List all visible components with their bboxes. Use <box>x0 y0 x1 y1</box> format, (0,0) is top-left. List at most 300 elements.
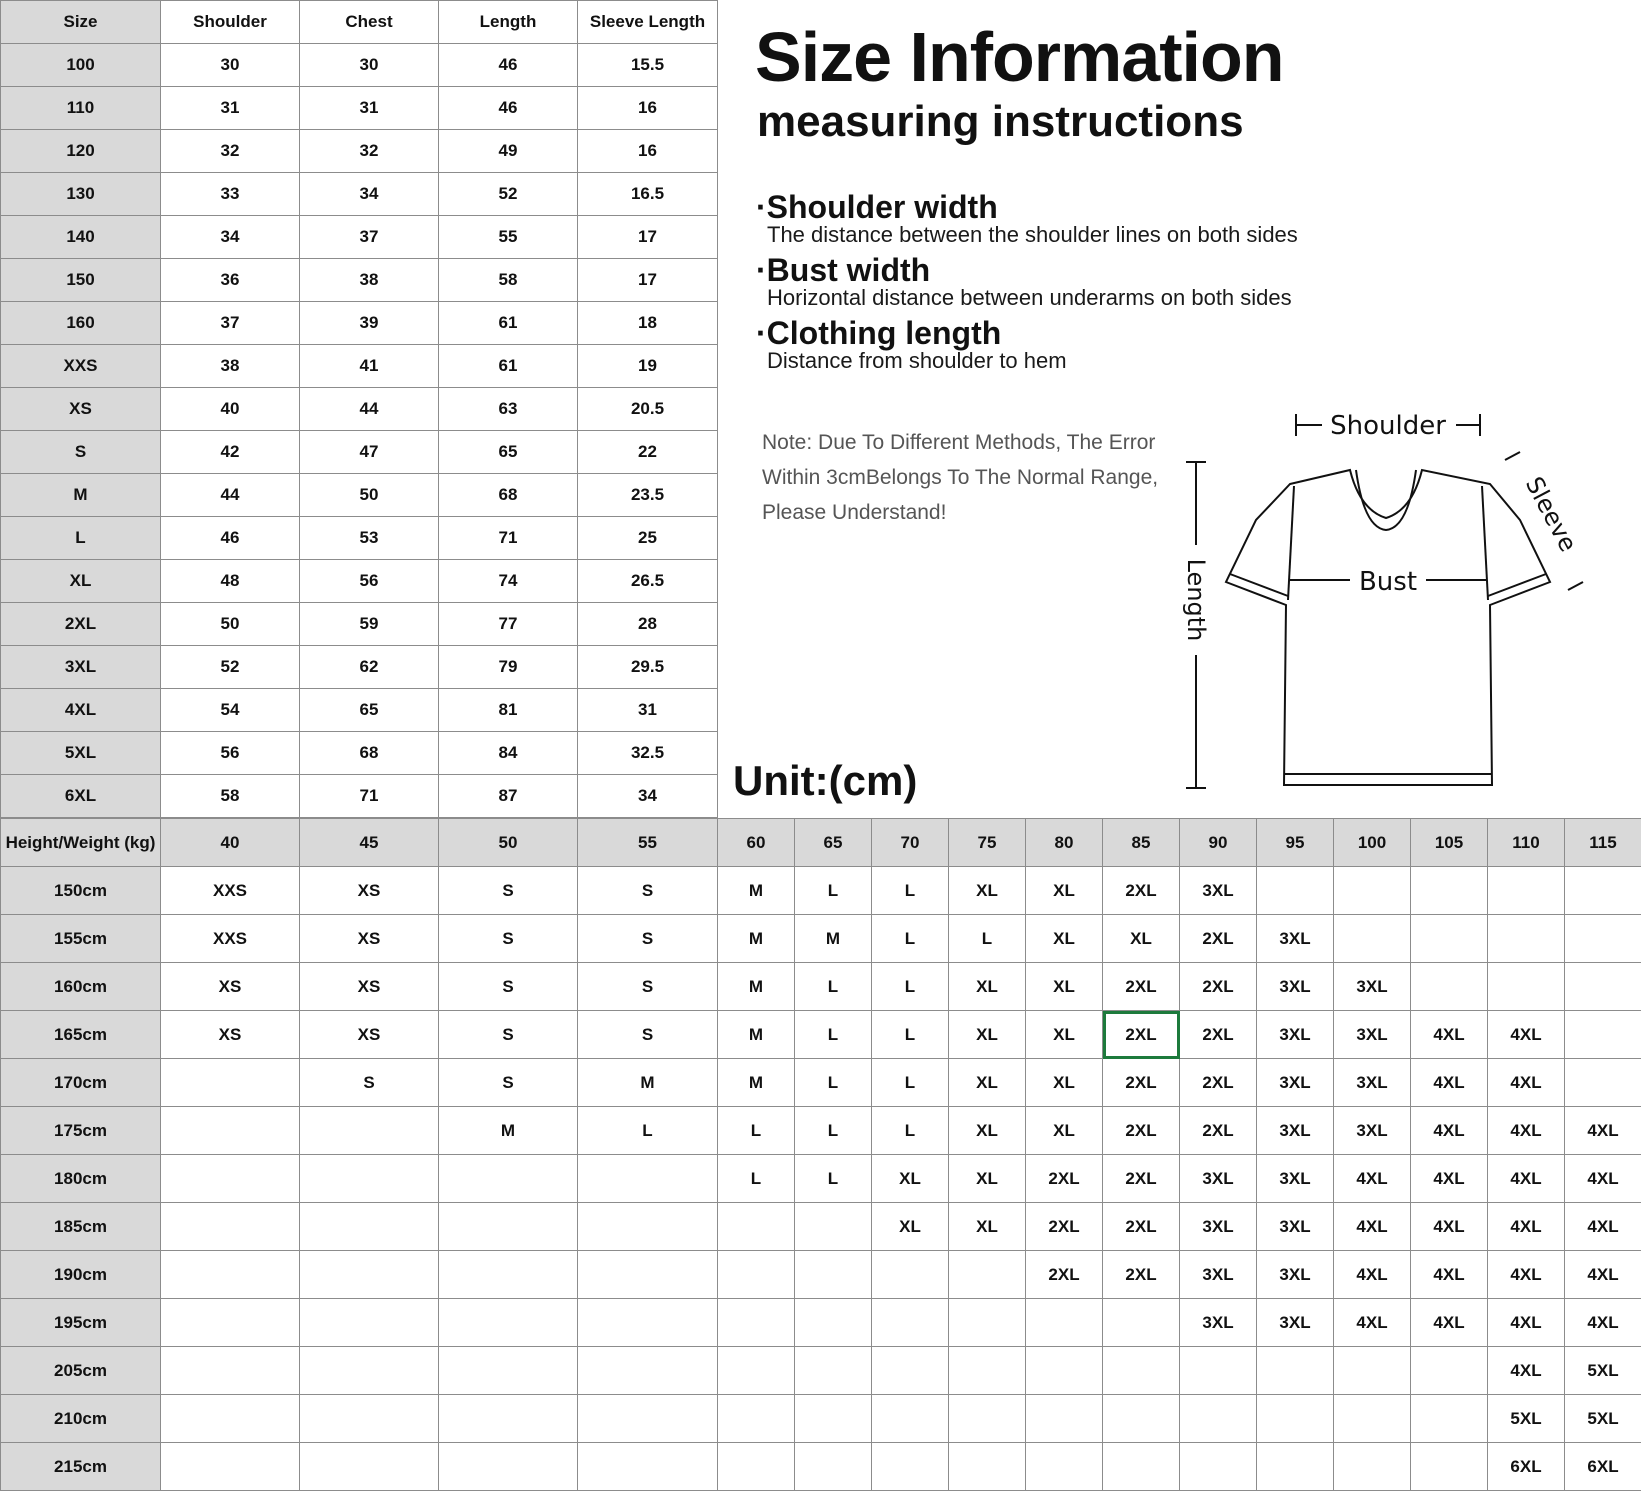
fit-table-row <box>1 1155 1641 1203</box>
size-cell <box>300 1107 439 1155</box>
size-cell: XL <box>1026 867 1103 915</box>
size-cell <box>578 1443 718 1491</box>
size-cell: 2XL <box>1103 963 1180 1011</box>
size-cell: M <box>718 915 795 963</box>
measurement-note <box>762 425 1182 530</box>
measurement-cell: 15.5 <box>578 44 718 87</box>
size-cell <box>1565 867 1641 915</box>
measurement-cell: 37 <box>161 302 300 345</box>
size-table-row <box>1 345 718 388</box>
size-cell: 3XL <box>1257 1107 1334 1155</box>
measurement-cell: 46 <box>161 517 300 560</box>
size-cell <box>161 1107 300 1155</box>
size-cell <box>1026 1347 1103 1395</box>
measurement-cell: 34 <box>578 775 718 818</box>
weight-header: 40 <box>161 819 300 867</box>
measurement-cell: 32.5 <box>578 732 718 775</box>
definition-title-bust: ·Bust width <box>756 254 930 286</box>
size-cell: 4XL <box>1565 1107 1641 1155</box>
measurement-cell: 53 <box>300 517 439 560</box>
size-cell: XL <box>949 867 1026 915</box>
size-cell: 3XL <box>1257 963 1334 1011</box>
measurement-cell: 84 <box>439 732 578 775</box>
size-cell: S <box>578 1011 718 1059</box>
size-table-row <box>1 646 718 689</box>
size-cell: 2XL <box>1180 1059 1257 1107</box>
size-cell: XL <box>949 1107 1026 1155</box>
weight-header: 90 <box>1180 819 1257 867</box>
size-cell: XL <box>872 1155 949 1203</box>
weight-header: 75 <box>949 819 1026 867</box>
size-cell: 4XL <box>1488 1011 1565 1059</box>
size-cell: XXS <box>161 915 300 963</box>
measurement-cell: 56 <box>300 560 439 603</box>
size-cell: L <box>949 915 1026 963</box>
size-cell <box>1180 1443 1257 1491</box>
size-cell <box>1026 1395 1103 1443</box>
size-cell <box>718 1347 795 1395</box>
size-cell <box>795 1443 872 1491</box>
size-cell <box>1565 1011 1641 1059</box>
height-label-cell: 185cm <box>1 1203 161 1251</box>
size-table-header-row <box>1 1 718 44</box>
column-header: Chest <box>300 1 439 44</box>
fit-table-row <box>1 1203 1641 1251</box>
size-cell: 4XL <box>1565 1203 1641 1251</box>
measurement-cell: 36 <box>161 259 300 302</box>
measurement-cell: 32 <box>161 130 300 173</box>
size-cell: 4XL <box>1411 1107 1488 1155</box>
size-cell: M <box>718 1059 795 1107</box>
size-cell: L <box>795 1059 872 1107</box>
measurement-cell: 41 <box>300 345 439 388</box>
size-cell <box>872 1347 949 1395</box>
size-cell <box>161 1251 300 1299</box>
size-cell: 2XL <box>1180 1011 1257 1059</box>
size-cell: 5XL <box>1488 1395 1565 1443</box>
size-table-row <box>1 173 718 216</box>
fit-table-row <box>1 1443 1641 1491</box>
size-cell: M <box>578 1059 718 1107</box>
size-cell <box>161 1155 300 1203</box>
size-cell <box>161 1443 300 1491</box>
size-table-row <box>1 87 718 130</box>
size-cell <box>439 1155 578 1203</box>
size-table-row <box>1 388 718 431</box>
measurement-cell: 87 <box>439 775 578 818</box>
size-label-cell: 3XL <box>1 646 161 689</box>
size-cell: L <box>872 915 949 963</box>
measurement-cell: 61 <box>439 345 578 388</box>
column-header: Shoulder <box>161 1 300 44</box>
measurement-cell: 68 <box>300 732 439 775</box>
weight-header: 105 <box>1411 819 1488 867</box>
size-cell: L <box>872 1107 949 1155</box>
measurement-cell: 18 <box>578 302 718 345</box>
size-cell: XL <box>949 963 1026 1011</box>
measurement-cell: 62 <box>300 646 439 689</box>
size-cell: 6XL <box>1565 1443 1641 1491</box>
column-header: Sleeve Length <box>578 1 718 44</box>
size-cell: 4XL <box>1488 1251 1565 1299</box>
measurement-cell: 47 <box>300 431 439 474</box>
fit-table-row <box>1 1395 1641 1443</box>
measurement-cell: 48 <box>161 560 300 603</box>
size-cell: 4XL <box>1334 1251 1411 1299</box>
size-cell: XL <box>949 1011 1026 1059</box>
size-cell: 4XL <box>1488 1299 1565 1347</box>
size-cell <box>1257 1347 1334 1395</box>
size-cell <box>1411 963 1488 1011</box>
size-cell <box>161 1395 300 1443</box>
size-cell: XL <box>1103 915 1180 963</box>
size-cell <box>1257 1395 1334 1443</box>
weight-header: 110 <box>1488 819 1565 867</box>
size-cell: 6XL <box>1488 1443 1565 1491</box>
size-cell: L <box>578 1107 718 1155</box>
size-cell <box>872 1395 949 1443</box>
size-cell <box>795 1347 872 1395</box>
size-cell: 4XL <box>1334 1155 1411 1203</box>
measurement-cell: 44 <box>300 388 439 431</box>
measurement-cell: 58 <box>439 259 578 302</box>
measurement-cell: 71 <box>300 775 439 818</box>
size-cell: 4XL <box>1411 1251 1488 1299</box>
size-cell <box>718 1443 795 1491</box>
size-cell <box>300 1155 439 1203</box>
measurement-cell: 16.5 <box>578 173 718 216</box>
fit-table-row <box>1 1299 1641 1347</box>
size-cell: XL <box>1026 963 1103 1011</box>
size-cell <box>872 1443 949 1491</box>
fit-table-row <box>1 963 1641 1011</box>
height-weight-fit-table <box>0 818 1641 1491</box>
size-cell: 3XL <box>1257 1155 1334 1203</box>
weight-header: 45 <box>300 819 439 867</box>
size-cell <box>161 1347 300 1395</box>
size-cell <box>300 1251 439 1299</box>
size-cell <box>578 1299 718 1347</box>
fit-table-row <box>1 867 1641 915</box>
size-cell <box>949 1443 1026 1491</box>
size-cell: 2XL <box>1103 867 1180 915</box>
weight-header: 85 <box>1103 819 1180 867</box>
size-cell <box>1411 1395 1488 1443</box>
measurement-cell: 81 <box>439 689 578 732</box>
size-cell: L <box>872 1059 949 1107</box>
size-table-row <box>1 431 718 474</box>
size-cell: 4XL <box>1565 1299 1641 1347</box>
size-label-cell: 2XL <box>1 603 161 646</box>
size-label-cell: XL <box>1 560 161 603</box>
size-cell <box>1103 1395 1180 1443</box>
measurement-cell: 44 <box>161 474 300 517</box>
size-cell: 2XL <box>1103 1203 1180 1251</box>
size-cell <box>1257 1443 1334 1491</box>
size-table-row <box>1 732 718 775</box>
measurement-cell: 34 <box>161 216 300 259</box>
size-cell: 3XL <box>1180 1155 1257 1203</box>
size-cell: S <box>578 867 718 915</box>
size-cell <box>1180 1347 1257 1395</box>
size-cell <box>718 1299 795 1347</box>
size-table-row <box>1 689 718 732</box>
size-cell: 3XL <box>1180 1299 1257 1347</box>
size-label-cell: 6XL <box>1 775 161 818</box>
size-table-row <box>1 130 718 173</box>
height-label-cell: 160cm <box>1 963 161 1011</box>
weight-header: 55 <box>578 819 718 867</box>
measurement-cell: 31 <box>578 689 718 732</box>
size-cell <box>161 1203 300 1251</box>
height-label-cell: 195cm <box>1 1299 161 1347</box>
measurement-cell: 54 <box>161 689 300 732</box>
size-cell <box>439 1443 578 1491</box>
weight-header: 115 <box>1565 819 1641 867</box>
size-cell: 3XL <box>1180 1203 1257 1251</box>
size-cell <box>578 1251 718 1299</box>
size-cell <box>795 1251 872 1299</box>
size-cell <box>161 1059 300 1107</box>
size-label-cell: 160 <box>1 302 161 345</box>
size-cell <box>872 1251 949 1299</box>
size-cell: S <box>439 963 578 1011</box>
size-table-row <box>1 517 718 560</box>
measurement-cell: 65 <box>439 431 578 474</box>
size-cell <box>795 1299 872 1347</box>
weight-header: 60 <box>718 819 795 867</box>
weight-header: 95 <box>1257 819 1334 867</box>
size-cell: XS <box>300 963 439 1011</box>
measurement-cell: 74 <box>439 560 578 603</box>
size-cell: L <box>872 867 949 915</box>
size-cell: XS <box>300 915 439 963</box>
weight-header: 100 <box>1334 819 1411 867</box>
size-label-cell: L <box>1 517 161 560</box>
measurement-cell: 32 <box>300 130 439 173</box>
size-cell <box>1334 1347 1411 1395</box>
fit-table-row <box>1 1107 1641 1155</box>
size-cell: 5XL <box>1565 1347 1641 1395</box>
weight-header: 65 <box>795 819 872 867</box>
size-cell: XS <box>300 867 439 915</box>
measurement-cell: 61 <box>439 302 578 345</box>
size-cell <box>578 1395 718 1443</box>
size-cell: 3XL <box>1257 1251 1334 1299</box>
size-cell <box>300 1203 439 1251</box>
definition-title-length: ·Clothing length <box>756 317 1001 349</box>
size-cell <box>872 1299 949 1347</box>
size-cell: L <box>795 1011 872 1059</box>
size-cell: 3XL <box>1334 1107 1411 1155</box>
size-cell: 2XL <box>1180 963 1257 1011</box>
length-label: Length <box>1182 559 1210 642</box>
size-table-row <box>1 259 718 302</box>
size-cell <box>578 1155 718 1203</box>
size-cell <box>949 1299 1026 1347</box>
page-title: Size Information <box>755 22 1283 92</box>
measurement-cell: 50 <box>161 603 300 646</box>
size-label-cell: 100 <box>1 44 161 87</box>
size-cell: 2XL <box>1180 915 1257 963</box>
size-cell <box>949 1395 1026 1443</box>
size-cell <box>1334 1395 1411 1443</box>
size-label-cell: 4XL <box>1 689 161 732</box>
size-cell <box>718 1395 795 1443</box>
measurement-cell: 63 <box>439 388 578 431</box>
height-label-cell: 180cm <box>1 1155 161 1203</box>
measurement-cell: 20.5 <box>578 388 718 431</box>
sleeve-label: Sleeve <box>1520 472 1582 556</box>
size-cell <box>300 1443 439 1491</box>
measurement-cell: 55 <box>439 216 578 259</box>
measurement-cell: 19 <box>578 345 718 388</box>
measurement-cell: 50 <box>300 474 439 517</box>
size-cell: XL <box>949 1059 1026 1107</box>
size-cell: XL <box>1026 915 1103 963</box>
size-label-cell: S <box>1 431 161 474</box>
size-cell: S <box>439 867 578 915</box>
size-cell: L <box>795 1107 872 1155</box>
fit-table-row <box>1 1011 1641 1059</box>
measurement-cell: 17 <box>578 259 718 302</box>
definition-desc-shoulder: The distance between the shoulder lines on both sides <box>767 224 1298 246</box>
size-cell <box>578 1203 718 1251</box>
measurement-cell: 38 <box>161 345 300 388</box>
size-cell <box>439 1299 578 1347</box>
size-cell <box>439 1395 578 1443</box>
measurement-cell: 16 <box>578 130 718 173</box>
size-cell: L <box>795 867 872 915</box>
size-cell: XL <box>949 1203 1026 1251</box>
note-line: Please Understand! <box>762 495 1182 530</box>
size-cell: L <box>718 1155 795 1203</box>
size-cell: 4XL <box>1411 1011 1488 1059</box>
size-table-row <box>1 302 718 345</box>
size-cell <box>439 1203 578 1251</box>
measurement-cell: 71 <box>439 517 578 560</box>
note-line: Note: Due To Different Methods, The Error <box>762 425 1182 460</box>
height-label-cell: 190cm <box>1 1251 161 1299</box>
size-cell: 3XL <box>1180 1251 1257 1299</box>
definition-title-shoulder: ·Shoulder width <box>756 191 998 223</box>
size-label-cell: 130 <box>1 173 161 216</box>
measurement-cell: 56 <box>161 732 300 775</box>
size-cell <box>1565 1059 1641 1107</box>
measurement-cell: 31 <box>300 87 439 130</box>
size-cell <box>1334 867 1411 915</box>
size-cell: M <box>795 915 872 963</box>
weight-header: 70 <box>872 819 949 867</box>
measurement-cell: 52 <box>439 173 578 216</box>
size-cell: 3XL <box>1257 1299 1334 1347</box>
measurement-cell: 65 <box>300 689 439 732</box>
size-cell <box>1334 915 1411 963</box>
size-cell <box>1488 963 1565 1011</box>
size-cell <box>1103 1299 1180 1347</box>
size-cell: 5XL <box>1565 1395 1641 1443</box>
size-cell: L <box>795 1155 872 1203</box>
height-label-cell: 205cm <box>1 1347 161 1395</box>
fit-table-row <box>1 1347 1641 1395</box>
size-cell: M <box>439 1107 578 1155</box>
height-label-cell: 150cm <box>1 867 161 915</box>
size-cell <box>1026 1443 1103 1491</box>
measurement-cell: 46 <box>439 44 578 87</box>
bust-label: Bust <box>1359 567 1417 597</box>
size-measurement-table <box>0 0 718 818</box>
size-cell: 4XL <box>1488 1107 1565 1155</box>
size-cell: XL <box>872 1203 949 1251</box>
size-cell: S <box>300 1059 439 1107</box>
size-cell <box>1488 915 1565 963</box>
measurement-cell: 37 <box>300 216 439 259</box>
size-table-row <box>1 216 718 259</box>
size-cell: L <box>718 1107 795 1155</box>
size-cell: 3XL <box>1334 1059 1411 1107</box>
column-header: Size <box>1 1 161 44</box>
size-cell <box>1565 963 1641 1011</box>
size-cell: S <box>578 963 718 1011</box>
size-table-row <box>1 775 718 818</box>
column-header: Length <box>439 1 578 44</box>
definition-desc-bust: Horizontal distance between underarms on both sides <box>767 287 1292 309</box>
size-cell <box>439 1347 578 1395</box>
size-cell: 4XL <box>1334 1299 1411 1347</box>
size-table-row <box>1 474 718 517</box>
size-cell: L <box>872 963 949 1011</box>
measurement-cell: 40 <box>161 388 300 431</box>
size-table-row <box>1 44 718 87</box>
size-cell: 4XL <box>1488 1347 1565 1395</box>
size-cell <box>1103 1347 1180 1395</box>
size-cell: 3XL <box>1257 915 1334 963</box>
note-line: Within 3cmBelongs To The Normal Range, <box>762 460 1182 495</box>
size-cell: XL <box>1026 1107 1103 1155</box>
fit-table-header-row <box>1 819 1641 867</box>
size-cell: 4XL <box>1411 1155 1488 1203</box>
weight-header: 80 <box>1026 819 1103 867</box>
size-cell <box>795 1395 872 1443</box>
measurement-cell: 49 <box>439 130 578 173</box>
size-cell <box>1411 1443 1488 1491</box>
unit-label: Unit:(cm) <box>733 760 917 802</box>
size-cell: 3XL <box>1257 1011 1334 1059</box>
definition-desc-length: Distance from shoulder to hem <box>767 350 1067 372</box>
size-cell <box>1411 867 1488 915</box>
size-cell: 4XL <box>1411 1299 1488 1347</box>
size-cell: 3XL <box>1180 867 1257 915</box>
measurement-cell: 31 <box>161 87 300 130</box>
size-cell <box>1103 1443 1180 1491</box>
size-cell: XS <box>300 1011 439 1059</box>
size-label-cell: XXS <box>1 345 161 388</box>
size-cell: 2XL <box>1103 1059 1180 1107</box>
measurement-cell: 17 <box>578 216 718 259</box>
size-cell: XL <box>1026 1011 1103 1059</box>
size-cell <box>161 1299 300 1347</box>
measurement-cell: 26.5 <box>578 560 718 603</box>
size-cell: 4XL <box>1565 1251 1641 1299</box>
size-label-cell: XS <box>1 388 161 431</box>
size-table-row <box>1 560 718 603</box>
selected-size-cell: 2XL <box>1103 1011 1180 1059</box>
measurement-cell: 77 <box>439 603 578 646</box>
height-label-cell: 165cm <box>1 1011 161 1059</box>
size-cell: S <box>439 1059 578 1107</box>
size-cell: 2XL <box>1180 1107 1257 1155</box>
size-cell: M <box>718 963 795 1011</box>
